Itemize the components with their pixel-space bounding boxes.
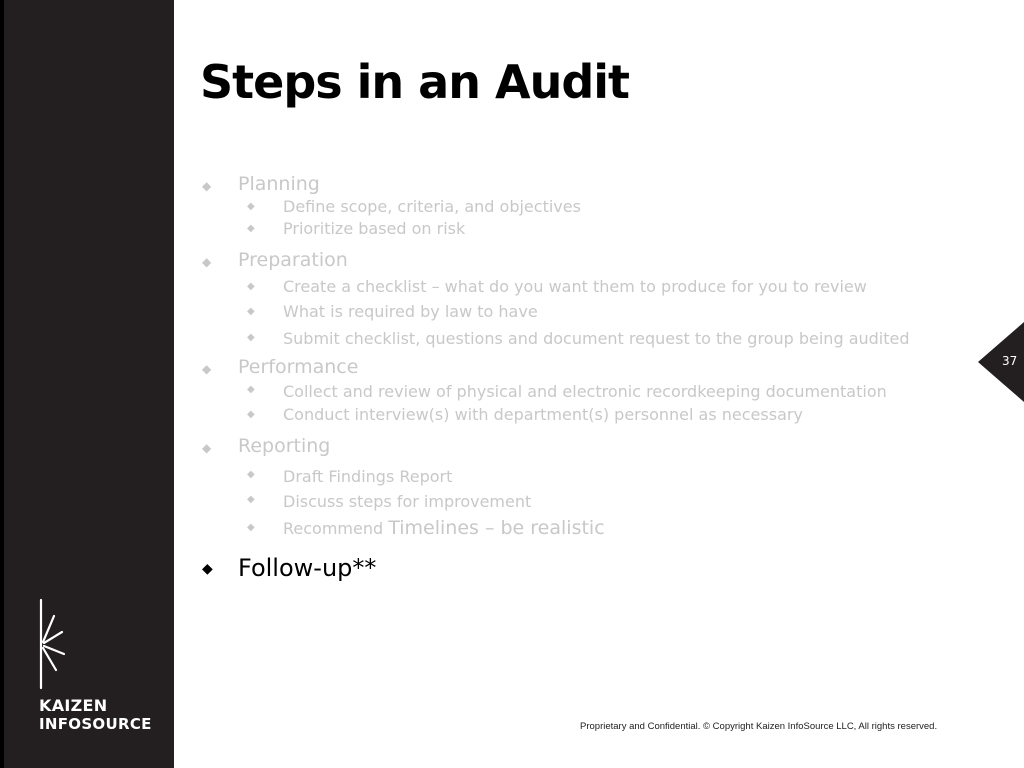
diamond-bullet-icon: ◆: [247, 332, 255, 343]
outline-item-reporting: [200, 434, 940, 543]
logo-line-2: INFOSOURCE: [39, 715, 152, 733]
sub-item: [238, 327, 940, 350]
sub-item-label: Create a checklist – what do you want them to produce for you to review: [283, 277, 867, 296]
sub-item: [238, 489, 940, 514]
logo-wordmark: [39, 696, 152, 734]
diamond-bullet-icon: ◆: [247, 494, 255, 505]
sub-item-label: Collect and review of physical and electronic recordkeeping documentation: [283, 382, 887, 401]
sub-item-label: Draft Findings Report: [283, 467, 453, 486]
diamond-bullet-icon: ◆: [247, 306, 255, 317]
footer-copyright: Proprietary and Confidential. © Copyright Kaizen InfoSource LLC, All rights reserved.: [580, 721, 938, 732]
starburst-icon: [38, 598, 72, 690]
sidebar-edge: [0, 0, 4, 768]
outline-item-performance: [200, 355, 940, 426]
diamond-bullet-icon: ◆: [247, 522, 255, 533]
sub-item: [238, 379, 940, 404]
diamond-bullet-icon: ◆: [247, 201, 255, 212]
diamond-bullet-icon: ◆: [202, 255, 212, 269]
sub-item-label: Conduct interview(s) with department(s) personnel as necessary: [283, 405, 803, 424]
diamond-bullet-icon: ◆: [247, 469, 255, 480]
page-number-tab: [978, 322, 1024, 402]
sub-item-label-emphasis: Timelines – be realistic: [388, 517, 605, 539]
sub-list: [238, 464, 940, 543]
diamond-bullet-icon: ◆: [202, 561, 213, 577]
sub-item: [238, 196, 940, 218]
sub-item: [238, 218, 940, 240]
sub-item-label: [283, 514, 940, 543]
outline-item-label: Performance: [238, 356, 359, 378]
outline-item-label: Follow-up**: [238, 554, 377, 582]
sidebar-band: [0, 0, 174, 768]
diamond-bullet-icon: ◆: [247, 223, 255, 234]
outline-item-planning: [200, 172, 940, 240]
page-number: 37: [1002, 354, 1018, 368]
slide-title: Steps in an Audit: [200, 55, 630, 109]
sub-item: [238, 514, 940, 543]
diamond-bullet-icon: ◆: [202, 362, 212, 376]
diamond-bullet-icon: ◆: [202, 179, 212, 193]
sub-item: [238, 464, 940, 489]
diamond-bullet-icon: ◆: [247, 281, 255, 292]
bullet-outline: [200, 172, 940, 583]
outline-item-label: Preparation: [238, 249, 348, 271]
sub-item-label: Prioritize based on risk: [283, 219, 466, 238]
sub-item-label: Discuss steps for improvement: [283, 492, 532, 511]
company-logo: [38, 598, 168, 738]
outline-item-follow-up: [200, 553, 940, 583]
outline-item-label: Planning: [238, 173, 320, 195]
sub-item-label: What is required by law to have: [283, 302, 538, 321]
sub-item-label: Define scope, criteria, and objectives: [283, 197, 581, 216]
sub-item: [238, 404, 940, 426]
diamond-bullet-icon: ◆: [247, 384, 255, 395]
sub-item: [238, 276, 940, 297]
sub-item-label: Submit checklist, questions and document request to the group being audited: [283, 329, 910, 348]
outline-item-label: Reporting: [238, 435, 331, 457]
diamond-bullet-icon: ◆: [247, 409, 255, 420]
sub-item: [238, 301, 940, 323]
diamond-bullet-icon: ◆: [202, 441, 212, 455]
sub-item-label-lead: Recommend: [283, 519, 384, 538]
outline-item-preparation: [200, 248, 940, 350]
logo-line-1: KAIZEN: [39, 696, 108, 715]
